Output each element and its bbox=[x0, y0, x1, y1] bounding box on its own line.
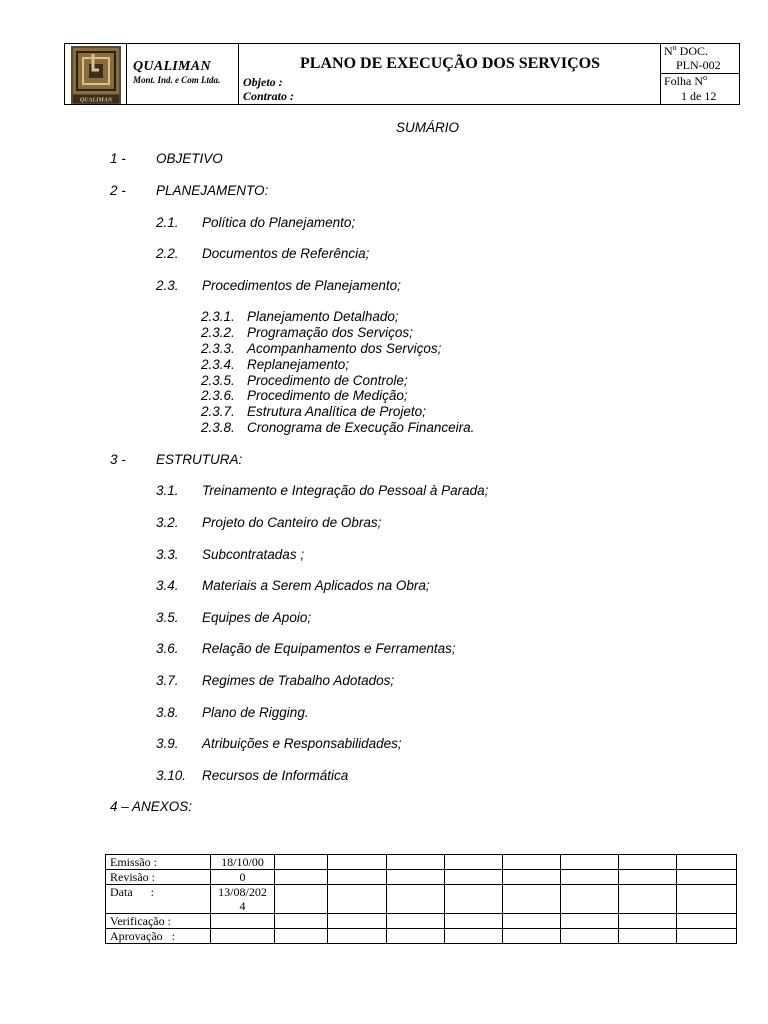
item-title: Equipes de Apoio; bbox=[202, 610, 312, 625]
item-title: Treinamento e Integração do Pessoal à Parada; bbox=[202, 483, 489, 498]
subitem-number: 2.3.6. bbox=[201, 388, 235, 403]
item-number: 2.1. bbox=[156, 215, 179, 230]
item-number: 3.4. bbox=[156, 578, 179, 593]
section-number: 1 - bbox=[110, 151, 126, 166]
subitem-number: 2.3.4. bbox=[201, 357, 235, 372]
subitem-title: Procedimento de Controle; bbox=[247, 373, 408, 388]
table-row bbox=[106, 914, 737, 929]
row-label: Emissão : bbox=[106, 855, 211, 870]
item-title: Projeto do Canteiro de Obras; bbox=[202, 515, 382, 530]
item-title: Subcontratadas ; bbox=[202, 547, 305, 562]
section-title: OBJETIVO bbox=[156, 151, 223, 166]
row-label: Revisão : bbox=[106, 870, 211, 885]
item-number: 3.6. bbox=[156, 641, 179, 656]
subitem-number: 2.3.1. bbox=[201, 309, 235, 324]
approval-table bbox=[105, 854, 737, 944]
annexes-heading: 4 – ANEXOS: bbox=[110, 799, 193, 814]
svg-text:QUALIMAN: QUALIMAN bbox=[79, 97, 113, 104]
row-label: Data : bbox=[106, 885, 211, 914]
company-cell bbox=[127, 44, 239, 104]
table-row bbox=[106, 870, 737, 885]
document-title: PLANO DE EXECUÇÃO DOS SERVIÇOS bbox=[300, 55, 600, 72]
company-subtitle: Mont. Ind. e Com Ltda. bbox=[133, 75, 221, 85]
row-value: 18/10/00 bbox=[211, 855, 275, 870]
subitem-title: Planejamento Detalhado; bbox=[247, 309, 399, 324]
section-title: ESTRUTURA: bbox=[156, 452, 243, 467]
item-number: 3.10. bbox=[156, 768, 187, 783]
row-label: Verificação : bbox=[106, 914, 211, 929]
folha-label: Folha $N^o$ bbox=[664, 73, 707, 88]
document-header bbox=[64, 43, 740, 105]
item-title: Política do Planejamento; bbox=[202, 215, 356, 230]
section-number: 3 - bbox=[110, 452, 126, 467]
summary-heading: SUMÁRIO bbox=[396, 120, 460, 135]
item-number: 3.8. bbox=[156, 705, 179, 720]
item-number: 3.2. bbox=[156, 515, 179, 530]
subitem-number: 2.3.3. bbox=[201, 341, 235, 356]
subitem-number: 2.3.7. bbox=[201, 404, 235, 419]
subitem-title: Cronograma de Execução Financeira. bbox=[247, 420, 475, 435]
folha-value: 1 de 12 bbox=[681, 89, 717, 103]
item-title: Relação de Equipamentos e Ferramentas; bbox=[202, 641, 456, 656]
subitem-number: 2.3.2. bbox=[201, 325, 235, 340]
item-number: 3.7. bbox=[156, 673, 179, 688]
subitem-number: 2.3.8. bbox=[201, 420, 235, 435]
row-value: 13/08/202 4 bbox=[211, 885, 275, 914]
row-value bbox=[211, 929, 275, 944]
section-title: PLANEJAMENTO: bbox=[156, 183, 269, 198]
item-number: 3.3. bbox=[156, 547, 179, 562]
item-title: Plano de Rigging. bbox=[202, 705, 309, 720]
item-title: Regimes de Trabalho Adotados; bbox=[202, 673, 395, 688]
table-row bbox=[106, 885, 737, 914]
subitem-title: Replanejamento; bbox=[247, 357, 350, 372]
table-row bbox=[106, 929, 737, 944]
table-row bbox=[106, 855, 737, 870]
row-label: Aprovação : bbox=[106, 929, 211, 944]
item-title: Documentos de Referência; bbox=[202, 246, 370, 261]
doc-number-label: $N^o$ DOC. bbox=[664, 43, 709, 58]
subitem-title: Acompanhamento dos Serviços; bbox=[247, 341, 442, 356]
row-value: 0 bbox=[211, 870, 275, 885]
subitem-title: Estrutura Analítica de Projeto; bbox=[247, 404, 426, 419]
logo-cell bbox=[65, 44, 127, 104]
section-number: 2 - bbox=[110, 183, 126, 198]
item-title: Procedimentos de Planejamento; bbox=[202, 278, 401, 293]
contrato-label: Contrato : bbox=[243, 89, 295, 103]
company-name: QUALIMAN bbox=[133, 59, 211, 74]
subitem-number: 2.3.5. bbox=[201, 373, 235, 388]
item-number: 2.3. bbox=[156, 278, 179, 293]
doc-number: PLN-002 bbox=[676, 58, 721, 72]
subitem-title: Procedimento de Medição; bbox=[247, 388, 408, 403]
row-value bbox=[211, 914, 275, 929]
item-number: 3.9. bbox=[156, 736, 179, 751]
item-number: 3.1. bbox=[156, 483, 179, 498]
item-number: 3.5. bbox=[156, 610, 179, 625]
doc-info-cell bbox=[661, 44, 739, 104]
title-cell bbox=[239, 44, 661, 104]
item-title: Materiais a Serem Aplicados na Obra; bbox=[202, 578, 430, 593]
item-title: Recursos de Informática bbox=[202, 768, 349, 783]
item-title: Atribuições e Responsabilidades; bbox=[202, 736, 402, 751]
objeto-label: Objeto : bbox=[243, 75, 283, 89]
company-logo bbox=[71, 46, 121, 104]
item-number: 2.2. bbox=[156, 246, 179, 261]
subitem-title: Programação dos Serviços; bbox=[247, 325, 413, 340]
